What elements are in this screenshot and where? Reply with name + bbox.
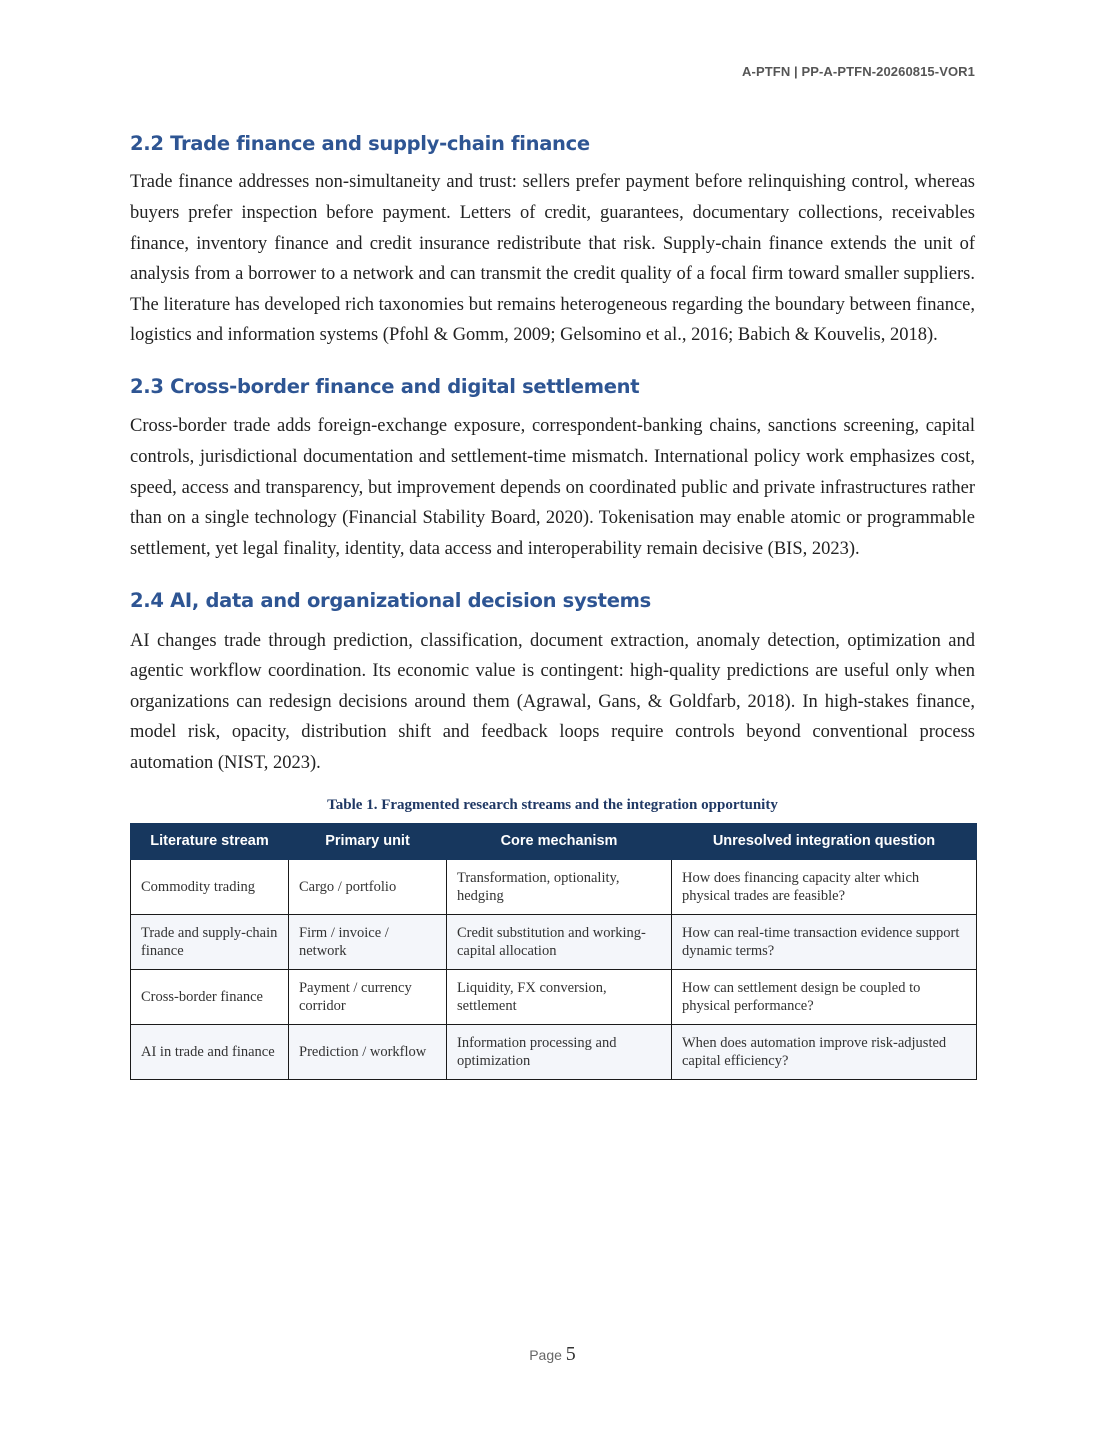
table-cell: Trade and supply-chain finance (131, 914, 289, 969)
column-header-core-mechanism: Core mechanism (447, 823, 672, 859)
section-heading-2-4: 2.4 AI, data and organizational decision systems (130, 589, 651, 613)
page-footer (0, 1343, 1105, 1366)
section-body-2-2: Trade finance addresses non-simultaneity and trust: sellers prefer payment before relinquishing control, whereas buyers prefer inspection before payment. Letters of credit, guarantees, documentary collections, receivables finance, inventory finance and credit insurance redistribute that risk. Supply-chain finance extends the unit of analysis from a borrower to a network and can transmit the credit quality of a focal firm toward smaller suppliers. The literature has developed rich taxonomies but remains heterogeneous regarding the boundary between finance, logistics and information systems (Pfohl & Gomm, 2009; Gelsomino et al., 2016; Babich & Kouvelis, 2018). (130, 172, 975, 346)
table-caption: Table 1. Fragmented research streams and the integration opportunity (327, 796, 778, 813)
table-cell: Cargo / portfolio (289, 859, 447, 914)
table-cell: Information processing and optimization (447, 1024, 672, 1079)
running-header: A-PTFN | PP-A-PTFN-20260815-VOR1 (742, 64, 975, 79)
table-row (131, 969, 977, 1024)
table-cell: Credit substitution and working-capital allocation (447, 914, 672, 969)
table-cell: Prediction / workflow (289, 1024, 447, 1079)
table-header-row (131, 823, 977, 859)
table-cell: When does automation improve risk-adjusted capital efficiency? (672, 1024, 977, 1079)
column-header-literature-stream: Literature stream (131, 823, 289, 859)
page-content (130, 128, 975, 1080)
column-header-unresolved-question: Unresolved integration question (672, 823, 977, 859)
table-cell: How does financing capacity alter which physical trades are feasible? (672, 859, 977, 914)
section-heading-2-3: 2.3 Cross-border finance and digital settlement (130, 374, 640, 398)
section-body-2-4: AI changes trade through prediction, classification, document extraction, anomaly detection, optimization and agentic workflow coordination. Its economic value is contingent: high-quality predictions are useful only when organizations can redesign decisions around them (Agrawal, Gans, & Goldfarb, 2018). In high-stakes finance, model risk, opacity, distribution shift and feedback loops require controls beyond conventional process automation (NIST, 2023). (130, 630, 975, 774)
section-body-2-3: Cross-border trade adds foreign-exchange exposure, correspondent-banking chains, sanctions screening, capital controls, jurisdictional documentation and settlement-time mismatch. International policy work emphasizes cost, speed, access and transparency, but improvement depends on coordinated public and private infrastructures rather than on a single technology (Financial Stability Board, 2020). Tokenisation may enable atomic or programmable settlement, yet legal finality, identity, data access and interoperability remain decisive (BIS, 2023). (130, 416, 975, 559)
table-cell: Firm / invoice / network (289, 914, 447, 969)
table-cell: Transformation, optionality, hedging (447, 859, 672, 914)
table-cell: Cross-border finance (131, 969, 289, 1024)
table-cell: Liquidity, FX conversion, settlement (447, 969, 672, 1024)
column-header-primary-unit: Primary unit (289, 823, 447, 859)
table-row (131, 1024, 977, 1079)
research-streams-table (130, 823, 977, 1080)
table-cell: Commodity trading (131, 859, 289, 914)
section-heading-2-2: 2.2 Trade finance and supply-chain finance (130, 132, 590, 155)
page-number: 5 (565, 1343, 576, 1365)
table-row (131, 914, 977, 969)
table-cell: How can real-time transaction evidence support dynamic terms? (672, 914, 977, 969)
table-row (131, 859, 977, 914)
page-label: Page (529, 1347, 562, 1363)
table-cell: Payment / currency corridor (289, 969, 447, 1024)
table-cell: AI in trade and finance (131, 1024, 289, 1079)
table-cell: How can settlement design be coupled to physical performance? (672, 969, 977, 1024)
